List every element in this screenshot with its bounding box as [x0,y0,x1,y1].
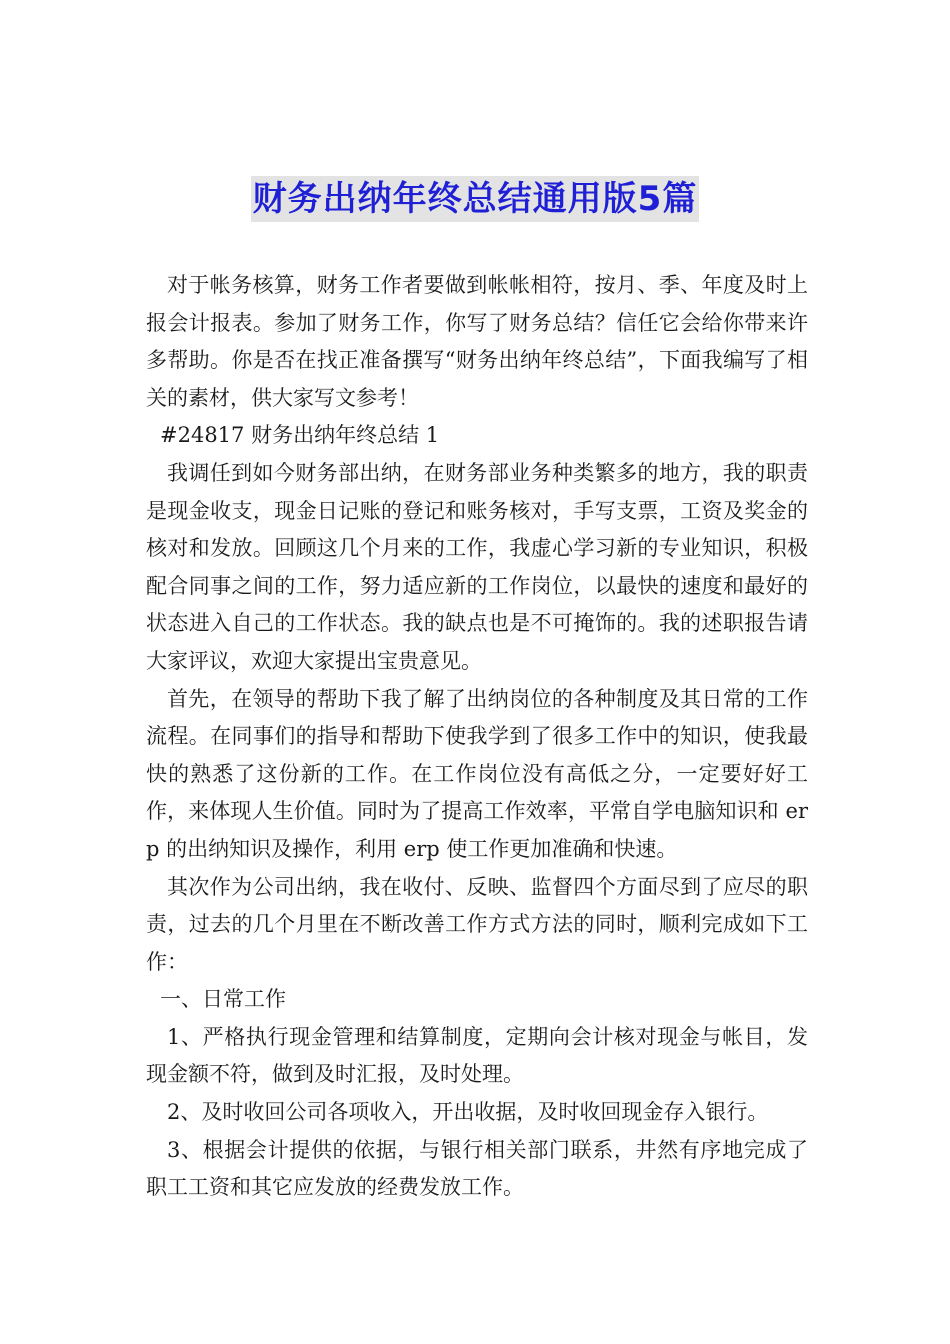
list-item: 3、根据会计提供的依据，与银行相关部门联系，井然有序地完成了职工工资和其它应发放的经费发放工作。 [146,1137,808,1200]
document-body [146,267,808,1207]
title-container [0,176,950,222]
subsection-heading: 一、日常工作 [160,987,286,1012]
list-item: 2、及时收回公司各项收入，开出收据，及时收回现金存入银行。 [167,1100,769,1125]
list-item: 1、严格执行现金管理和结算制度，定期向会计核对现金与帐目，发现金额不符，做到及时汇报，及时处理。 [146,1024,808,1087]
body-paragraph: 我调任到如今财务部出纳，在财务部业务种类繁多的地方，我的职责是现金收支，现金日记账的登记和账务核对，手写支票，工资及奖金的核对和发放。回顾这几个月来的工作，我虚心学习新的专业知识，积极配合同事之间的工作，努力适应新的工作岗位，以最快的速度和最好的状态进入自己的工作状态。我的缺点也是不可掩饰的。我的述职报告请大家评议，欢迎大家提出宝贵意见。 [146,460,808,673]
document-title: 财务出纳年终总结通用版5篇 [251,176,700,222]
body-paragraph: 其次作为公司出纳，我在收付、反映、监督四个方面尽到了应尽的职责，过去的几个月里在不断改善工作方式方法的同时，顺利完成如下工作： [146,874,808,974]
body-paragraph: 首先，在领导的帮助下我了解了出纳岗位的各种制度及其日常的工作流程。在同事们的指导和帮助下使我学到了很多工作中的知识，使我最快的熟悉了这份新的工作。在工作岗位没有高低之分，一定要好好工作，来体现人生价值。同时为了提高工作效率，平常自学电脑知识和 erp 的出纳知识及操作，利用 erp 使工作更加准确和快速。 [146,686,808,861]
section-heading: #24817 财务出纳年终总结 1 [160,423,440,448]
intro-paragraph: 对于帐务核算，财务工作者要做到帐帐相符，按月、季、年度及时上报会计报表。参加了财务工作，你写了财务总结？信任它会给你带来许多帮助。你是否在找正准备撰写“财务出纳年终总结”，下面我编写了相关的素材，供大家写文参考！ [146,273,808,410]
